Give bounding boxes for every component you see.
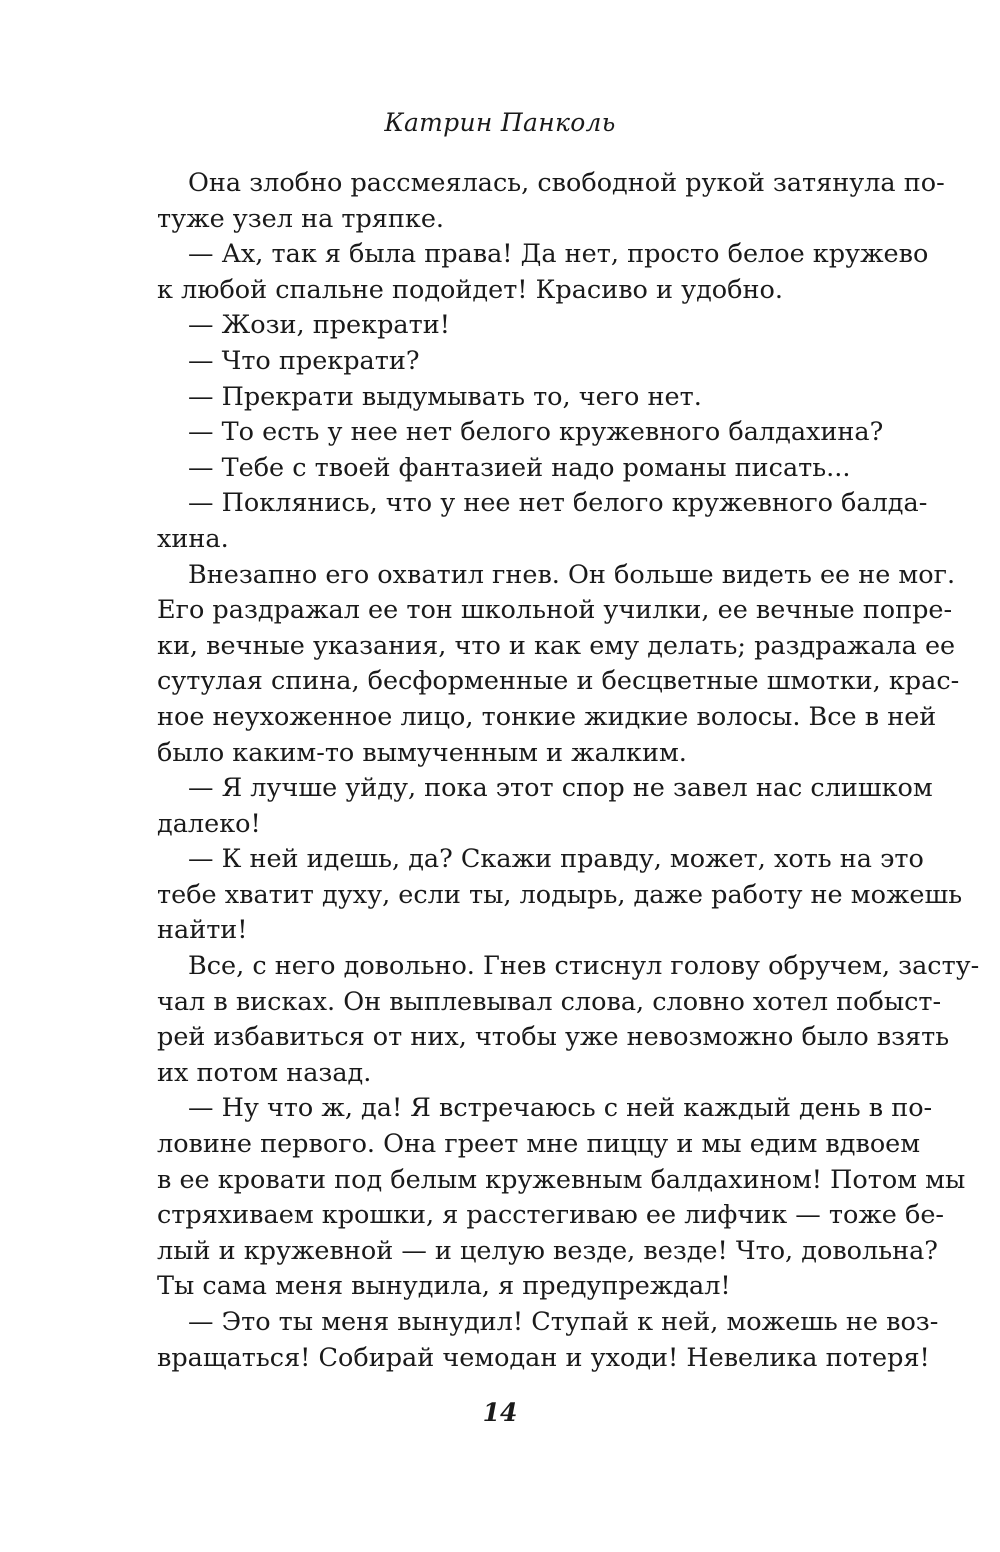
text-line: — Прекрати выдумывать то, чего нет. bbox=[188, 381, 702, 412]
text-line: — Я лучше уйду, пока этот спор не завел нас слишком bbox=[188, 773, 933, 804]
text-line: вращаться! Собирай чемодан и уходи! Невелика потеря! bbox=[157, 1342, 930, 1373]
running-head: Катрин Панколь bbox=[384, 108, 616, 137]
text-line: в ее кровати под белым кружевным балдахином! Потом мы bbox=[157, 1164, 966, 1195]
text-line: — Тебе с твоей фантазией надо романы писать... bbox=[188, 452, 851, 483]
text-line: Его раздражал ее тон школьной училки, ее вечные попре- bbox=[157, 595, 953, 626]
text-line: далеко! bbox=[157, 808, 261, 839]
text-line: — Жози, прекрати! bbox=[188, 310, 450, 341]
text-line: к любой спальне подойдет! Красиво и удобно. bbox=[157, 274, 783, 305]
text-line: — Что прекрати? bbox=[188, 345, 420, 376]
text-line: — Это ты меня вынудил! Ступай к ней, можешь не воз- bbox=[188, 1307, 939, 1337]
body-text bbox=[157, 166, 980, 1376]
text-line: — К ней идешь, да? Скажи правду, может, хоть на это bbox=[188, 844, 924, 875]
text-line: тебе хватит духу, если ты, лодырь, даже работу не можешь bbox=[157, 879, 963, 910]
text-line: — Ну что ж, да! Я встречаюсь с ней каждый день в по- bbox=[188, 1093, 933, 1124]
text-line: туже узел на тряпке. bbox=[157, 203, 445, 234]
text-line: сутулая спина, бесформенные и бесцветные шмотки, крас- bbox=[157, 666, 960, 697]
text-line: ное неухоженное лицо, тонкие жидкие волосы. Все в ней bbox=[157, 701, 937, 732]
text-line: их потом назад. bbox=[157, 1057, 372, 1088]
text-line: Ты сама меня вынудила, я предупреждал! bbox=[157, 1271, 731, 1302]
text-line: лый и кружевной — и целую везде, везде! Что, довольна? bbox=[157, 1235, 938, 1266]
text-line: хина. bbox=[157, 523, 229, 554]
text-line: — Ах, так я была права! Да нет, просто белое кружево bbox=[188, 239, 929, 270]
page-number: 14 bbox=[482, 1398, 518, 1427]
text-line: чал в висках. Он выплевывал слова, словно хотел побыст- bbox=[157, 986, 942, 1017]
text-line: найти! bbox=[157, 915, 248, 946]
text-line: Внезапно его охватил гнев. Он больше видеть ее не мог. bbox=[188, 559, 956, 590]
text-line: стряхиваем крошки, я расстегиваю ее лифчик — тоже бе- bbox=[157, 1200, 945, 1231]
text-line: было каким-то вымученным и жалким. bbox=[157, 737, 687, 768]
text-line: ловине первого. Она греет мне пиццу и мы едим вдвоем bbox=[157, 1129, 921, 1160]
text-line: Все, с него довольно. Гнев стиснул голову обручем, засту- bbox=[188, 951, 980, 982]
text-line: — То есть у нее нет белого кружевного балдахина? bbox=[188, 417, 884, 448]
text-line: рей избавиться от них, чтобы уже невозможно было взять bbox=[157, 1022, 950, 1053]
text-line: Она злобно рассмеялась, свободной рукой затянула по- bbox=[188, 168, 945, 198]
text-line: — Поклянись, что у нее нет белого кружевного балда- bbox=[188, 488, 928, 519]
text-line: ки, вечные указания, что и как ему делать; раздражала ее bbox=[157, 630, 956, 661]
